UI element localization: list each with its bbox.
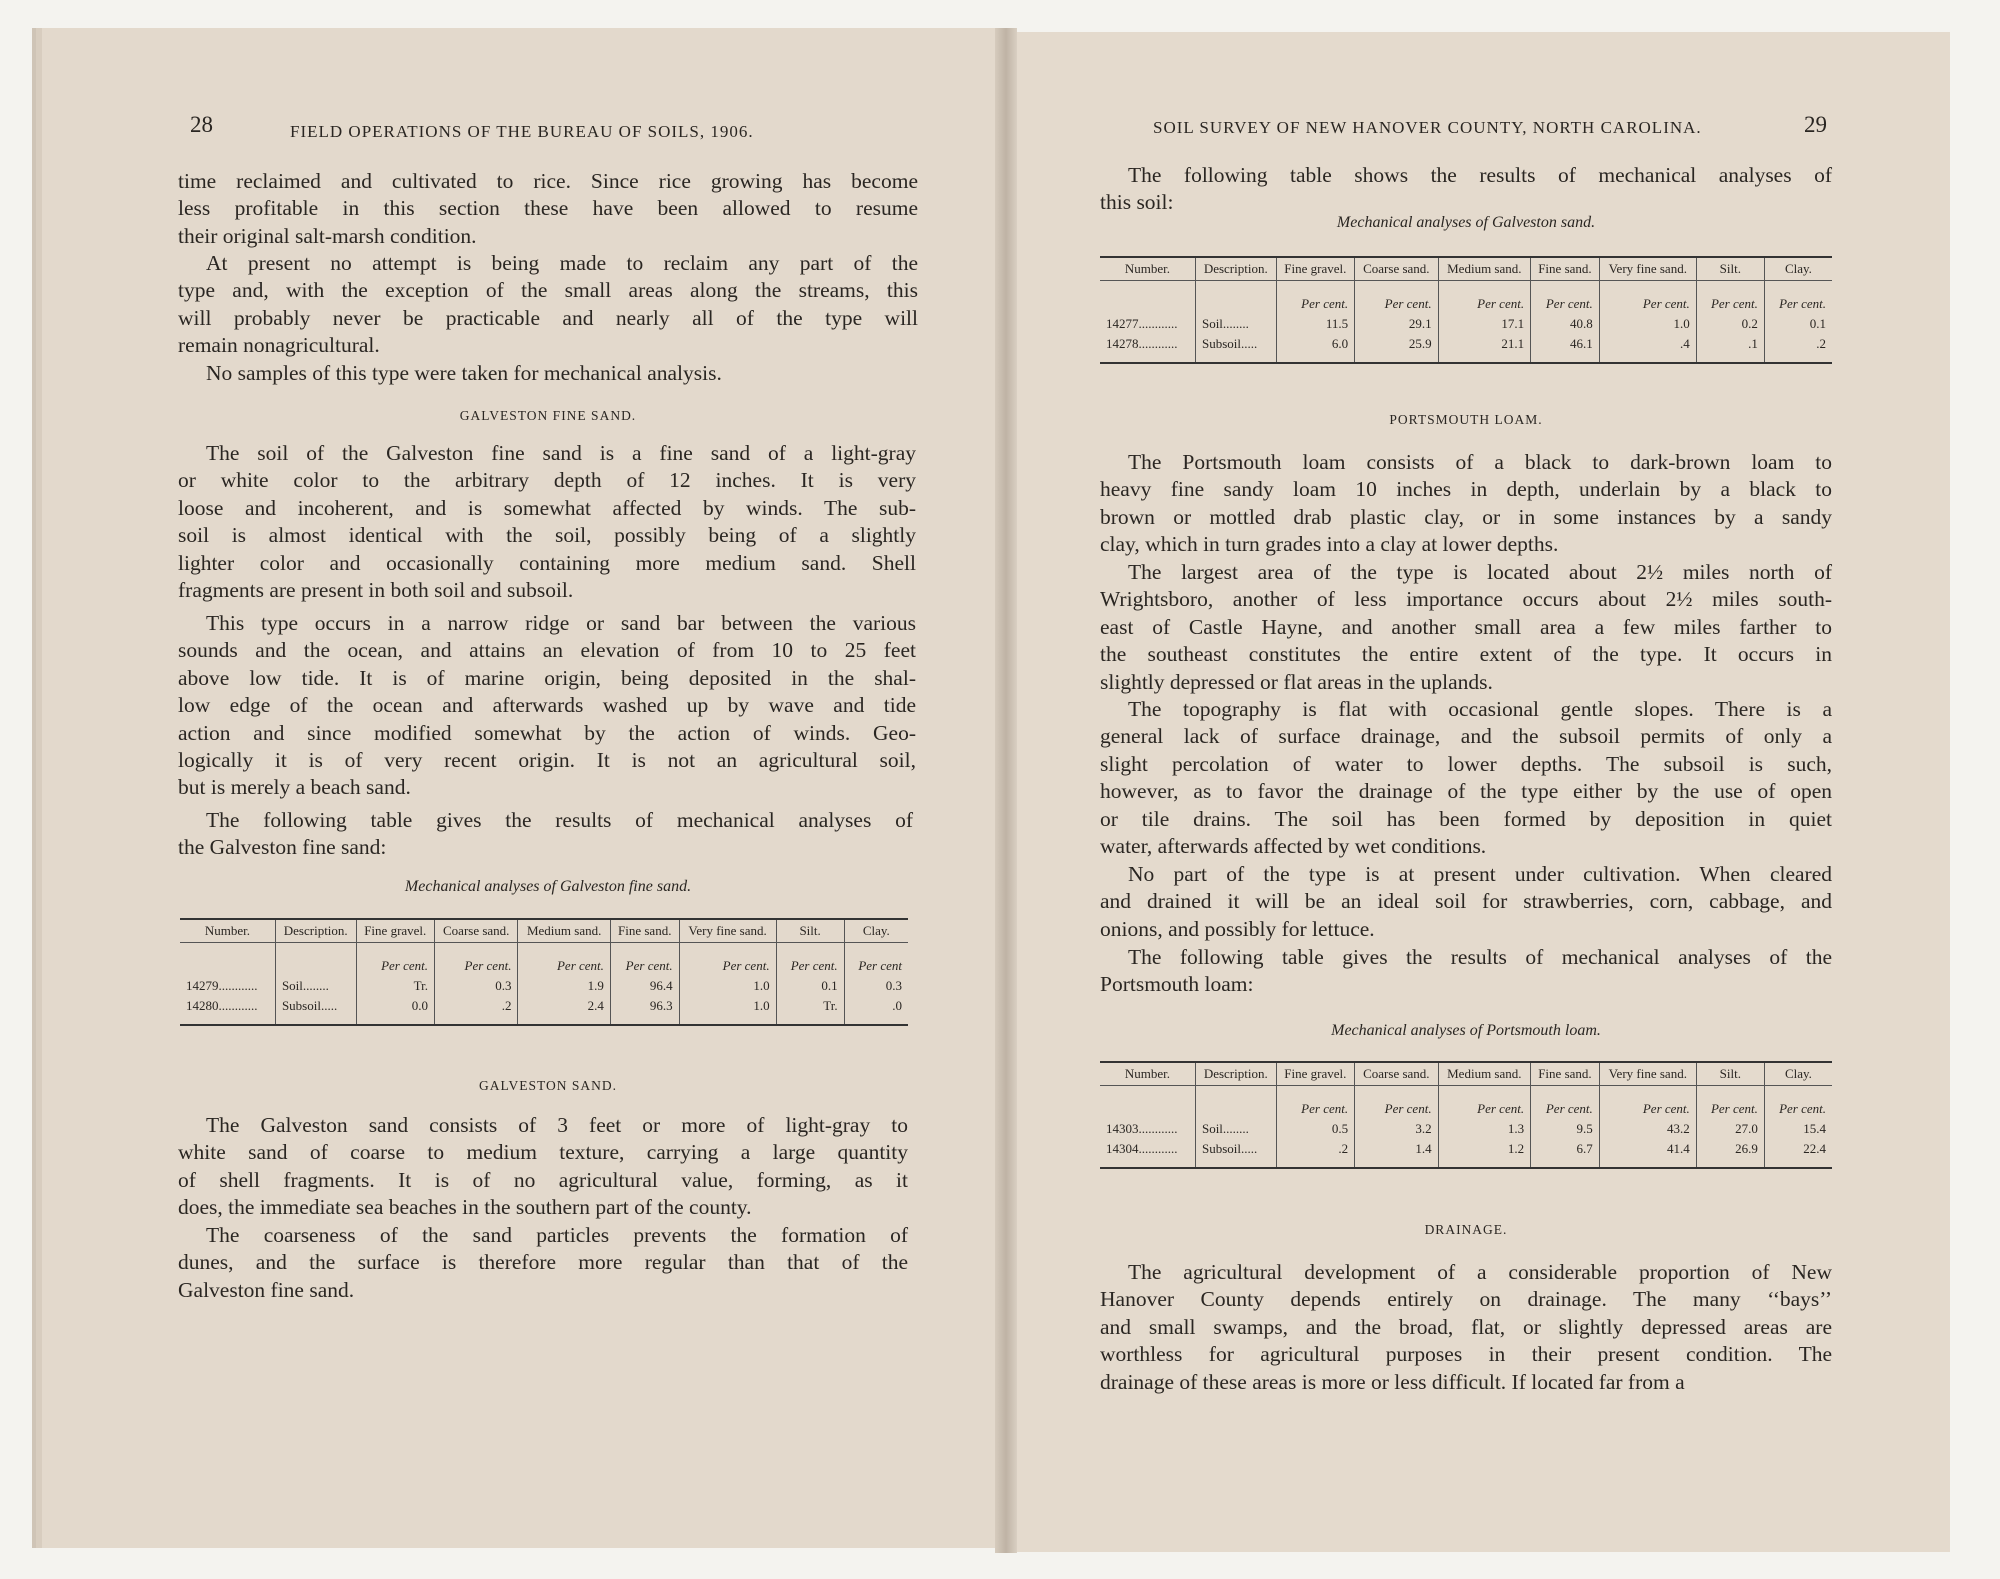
paragraph — [178, 168, 918, 250]
text-line: The coarseness of the sand particles prevents the formation of — [206, 1223, 908, 1247]
table-cell: 2.4 — [518, 996, 610, 1016]
table-row — [180, 976, 908, 996]
text-line: loose and incoherent, and is somewhat affected by winds. The sub- — [178, 495, 916, 520]
table-cell: Soil........ — [1195, 1119, 1276, 1139]
text-line: soil is almost identical with the soil, possibly being of a slightly — [178, 523, 916, 548]
table-cell: 41.4 — [1599, 1139, 1696, 1159]
table-cell: 40.8 — [1531, 314, 1600, 334]
table-cell: 25.9 — [1355, 334, 1438, 354]
table-cell: 0.1 — [1764, 314, 1832, 334]
table-cell — [275, 943, 356, 977]
text-line: No samples of this type were taken for mechanical analysis. — [206, 361, 722, 385]
table-cell: 46.1 — [1531, 334, 1600, 354]
table-cell — [1195, 1086, 1276, 1120]
text-line: action and since modified somewhat by the action of winds. Geo- — [178, 720, 916, 745]
table-cell: .1 — [1696, 334, 1764, 354]
text-line: The following table gives the results of mechanical analyses of — [206, 808, 913, 832]
table-cell: .2 — [1764, 334, 1832, 354]
text-line: general lack of surface drainage, and the subsoil permits of only a — [1100, 724, 1832, 749]
column-header: Clay. — [844, 919, 908, 943]
table-caption: Mechanical analyses of Galveston sand. — [1336, 214, 1596, 231]
column-header: Coarse sand. — [1355, 1062, 1438, 1086]
header-row — [1100, 257, 1832, 281]
section-heading: GALVESTON FINE SAND. — [459, 408, 637, 423]
paragraph — [178, 807, 913, 862]
table-cell: Per cent. — [1764, 281, 1832, 315]
text-line: drainage of these areas is more or less difficult. If located far from a — [1100, 1369, 1685, 1394]
table-cell: Subsoil..... — [1195, 1139, 1276, 1159]
text-line: remain nonagricultural. — [178, 333, 380, 358]
text-line: Galveston fine sand. — [178, 1277, 355, 1302]
text-line: time reclaimed and cultivated to rice. Since rice growing has become — [178, 169, 918, 193]
text-line: their original salt-marsh condition. — [178, 223, 477, 248]
table-cell: Per cent. — [1438, 281, 1531, 315]
text-line: white sand of coarse to medium texture, carrying a large quantity — [178, 1140, 908, 1165]
column-header: Coarse sand. — [435, 919, 518, 943]
column-header: Description. — [275, 919, 356, 943]
text-line: dunes, and the surface is therefore more regular than that of the — [178, 1250, 908, 1275]
units-row — [180, 943, 908, 977]
table-cell: Tr. — [776, 996, 844, 1016]
section-heading: PORTSMOUTH LOAM. — [1389, 412, 1543, 427]
table-cell: 9.5 — [1531, 1119, 1600, 1139]
running-header: SOIL SURVEY OF NEW HANOVER COUNTY, NORTH CAROLINA. — [1153, 118, 1702, 137]
table-cell: 1.3 — [1438, 1119, 1531, 1139]
table-cell: 27.0 — [1696, 1119, 1764, 1139]
text-line: this soil: — [1100, 190, 1174, 215]
table-cell: 96.4 — [610, 976, 679, 996]
column-header: Description. — [1195, 1062, 1276, 1086]
paragraph — [1100, 449, 1832, 559]
column-header: Very fine sand. — [679, 919, 776, 943]
text-line: The following table shows the results of mechanical analyses of — [1128, 163, 1832, 187]
text-line: No part of the type is at present under cultivation. When cleared — [1128, 862, 1832, 886]
column-header: Number. — [1100, 257, 1195, 281]
text-line: The agricultural development of a considerable proportion of New — [1128, 1260, 1832, 1284]
paragraph — [1100, 1259, 1832, 1396]
table-caption: Mechanical analyses of Galveston fine sand. — [404, 878, 692, 895]
table-cell: Per cent. — [1599, 1086, 1696, 1120]
section-heading: GALVESTON SAND. — [478, 1078, 618, 1093]
text-line: the Galveston fine sand: — [178, 835, 387, 860]
paragraph — [178, 250, 918, 360]
table-cell: Soil........ — [1195, 314, 1276, 334]
text-line: onions, and possibly for lettuce. — [1100, 916, 1375, 941]
table-cell: 1.0 — [679, 976, 776, 996]
table-cell: Per cent. — [1531, 1086, 1600, 1120]
text-line: does, the immediate sea beaches in the southern part of the county. — [178, 1195, 752, 1220]
column-header: Silt. — [1696, 1062, 1764, 1086]
table-cell: Per cent. — [776, 943, 844, 977]
text-line: or tile drains. The soil has been formed by deposition in quiet — [1100, 806, 1832, 831]
header-row — [1100, 1062, 1832, 1086]
table-cell: 14277............ — [1106, 316, 1178, 331]
table-caption: Mechanical analyses of Portsmouth loam. — [1331, 1022, 1601, 1039]
table-cell: Per cent. — [1696, 1086, 1764, 1120]
table-cell: 0.3 — [844, 976, 908, 996]
text-line: east of Castle Hayne, and another small area a few miles farther to — [1100, 614, 1832, 639]
table-cell: 26.9 — [1696, 1139, 1764, 1159]
text-line: of shell fragments. It is of no agricultural value, forming, as it — [178, 1167, 908, 1192]
table-cell: 17.1 — [1438, 314, 1531, 334]
table-cell — [1100, 281, 1195, 315]
table-cell: 0.3 — [435, 976, 518, 996]
table-cell: 14303............ — [1106, 1121, 1178, 1136]
text-line: heavy fine sandy loam 10 inches in depth, underlain by a black to — [1100, 477, 1832, 502]
table-cell: 1.9 — [518, 976, 610, 996]
text-line: This type occurs in a narrow ridge or sand bar between the various — [206, 611, 916, 635]
text-line: Hanover County depends entirely on drainage. The many ‘‘bays’’ — [1100, 1287, 1832, 1312]
column-header: Fine gravel. — [356, 919, 435, 943]
column-header: Very fine sand. — [1599, 1062, 1696, 1086]
table-cell: 43.2 — [1599, 1119, 1696, 1139]
table-cell: Subsoil..... — [275, 996, 356, 1016]
table-cell: 1.0 — [679, 996, 776, 1016]
running-header: FIELD OPERATIONS OF THE BUREAU OF SOILS, 1906. — [290, 122, 754, 141]
text-line: Portsmouth loam: — [1100, 972, 1254, 997]
column-header: Description. — [1195, 257, 1276, 281]
text-line: The following table gives the results of mechanical analyses of the — [1128, 945, 1832, 969]
table-cell — [180, 943, 275, 977]
table-cell: .0 — [844, 996, 908, 1016]
table-cell: 1.0 — [1599, 314, 1696, 334]
text-line: slight percolation of water to lower depths. The subsoil is such, — [1100, 751, 1832, 776]
text-line: will probably never be practicable and nearly all of the type will — [178, 305, 918, 330]
column-header: Fine sand. — [1531, 1062, 1600, 1086]
column-header: Silt. — [776, 919, 844, 943]
table-row — [180, 996, 908, 1016]
table-cell: 21.1 — [1438, 334, 1531, 354]
text-line: sounds and the ocean, and attains an elevation of from 10 to 25 feet — [178, 638, 916, 663]
table-row — [1100, 314, 1832, 334]
table-cell: 0.5 — [1276, 1119, 1355, 1139]
table-cell: Per cent. — [1599, 281, 1696, 315]
table-cell: 6.7 — [1531, 1139, 1600, 1159]
table-cell: 14278............ — [1106, 336, 1178, 351]
text-line: or white color to the arbitrary depth of 12 inches. It is very — [178, 468, 916, 493]
text-line: brown or mottled drab plastic clay, or in some instances by a sandy — [1100, 504, 1832, 529]
paragraph — [1100, 559, 1832, 696]
units-row — [1100, 281, 1832, 315]
table-cell: .2 — [1276, 1139, 1355, 1159]
table-cell: Per cent. — [1764, 1086, 1832, 1120]
text-line: The soil of the Galveston fine sand is a fine sand of a light-gray — [206, 441, 916, 465]
text-line: logically it is of very recent origin. It is not an agricultural soil, — [178, 747, 916, 772]
table-cell: Per cent. — [435, 943, 518, 977]
analysis-table — [1100, 256, 1832, 364]
table-cell: Per cent. — [356, 943, 435, 977]
column-header: Fine sand. — [1531, 257, 1600, 281]
table-cell: Per cent. — [1276, 281, 1355, 315]
table-cell: Subsoil..... — [1195, 334, 1276, 354]
table-cell: 0.0 — [356, 996, 435, 1016]
text-line: and drained it will be an ideal soil for strawberries, corn, cabbage, and — [1100, 889, 1832, 914]
text-line: lighter color and occasionally containing more medium sand. Shell — [178, 550, 916, 575]
text-line: but is merely a beach sand. — [178, 775, 411, 800]
column-header: Fine gravel. — [1276, 1062, 1355, 1086]
table-cell: 14304............ — [1106, 1141, 1178, 1156]
table-cell: 29.1 — [1355, 314, 1438, 334]
text-line: worthless for agricultural purposes in their present condition. The — [1100, 1342, 1832, 1367]
table-cell: 11.5 — [1276, 314, 1355, 334]
table-cell: Per cent — [844, 943, 908, 977]
table-cell: Per cent. — [1276, 1086, 1355, 1120]
table-cell: Per cent. — [1355, 281, 1438, 315]
page-number: 28 — [190, 112, 213, 137]
table-cell: Per cent. — [1531, 281, 1600, 315]
paragraph — [1100, 696, 1832, 860]
header-row — [180, 919, 908, 943]
column-header: Coarse sand. — [1355, 257, 1438, 281]
paragraph — [1100, 162, 1832, 217]
table-cell: Per cent. — [679, 943, 776, 977]
analysis-table — [180, 918, 908, 1026]
table-cell: Soil........ — [275, 976, 356, 996]
table-cell: 0.1 — [776, 976, 844, 996]
table-cell: 15.4 — [1764, 1119, 1832, 1139]
text-line: clay, which in turn grades into a clay at lower depths. — [1100, 532, 1559, 557]
column-header: Fine gravel. — [1276, 257, 1355, 281]
text-line: The Portsmouth loam consists of a black to dark-brown loam to — [1128, 450, 1832, 474]
column-header: Number. — [1100, 1062, 1195, 1086]
table-cell: Per cent. — [518, 943, 610, 977]
text-line: The largest area of the type is located about 2½ miles north of — [1128, 560, 1832, 584]
table-row — [1100, 1139, 1832, 1159]
text-line: type and, with the exception of the small areas along the streams, this — [178, 278, 918, 303]
paragraph — [178, 360, 918, 387]
table-cell: 96.3 — [610, 996, 679, 1016]
paragraph — [178, 1112, 908, 1222]
table-cell — [1100, 1086, 1195, 1120]
text-line: the southeast constitutes the entire extent of the type. It occurs in — [1100, 642, 1832, 667]
column-header: Clay. — [1764, 257, 1832, 281]
units-row — [1100, 1086, 1832, 1120]
text-line: and small swamps, and the broad, flat, or slightly depressed areas are — [1100, 1314, 1832, 1339]
text-line: slightly depressed or flat areas in the uplands. — [1100, 669, 1493, 694]
table-cell: 22.4 — [1764, 1139, 1832, 1159]
table-cell: 1.4 — [1355, 1139, 1438, 1159]
text-line: low edge of the ocean and afterwards washed up by wave and tide — [178, 693, 916, 718]
column-header: Medium sand. — [1438, 257, 1531, 281]
text-line: above low tide. It is of marine origin, being deposited in the shal- — [178, 665, 916, 690]
column-header: Medium sand. — [1438, 1062, 1531, 1086]
text-line: however, as to favor the drainage of the type either by the use of open — [1100, 779, 1832, 804]
column-header: Clay. — [1764, 1062, 1832, 1086]
table-cell: 3.2 — [1355, 1119, 1438, 1139]
book-gutter — [995, 28, 1017, 1553]
text-line: less profitable in this section these have been allowed to resume — [178, 196, 918, 221]
column-header: Very fine sand. — [1599, 257, 1696, 281]
text-line: fragments are present in both soil and subsoil. — [178, 577, 574, 602]
text-line: Wrightsboro, another of less importance occurs about 2½ miles south- — [1100, 587, 1832, 612]
table-cell: Per cent. — [1355, 1086, 1438, 1120]
text-line: The topography is flat with occasional gentle slopes. There is a — [1128, 697, 1832, 721]
table-row — [1100, 334, 1832, 354]
page-number: 29 — [1804, 112, 1827, 137]
text-line: water, afterwards affected by wet conditions. — [1100, 833, 1487, 858]
text-line: The Galveston sand consists of 3 feet or more of light-gray to — [206, 1113, 908, 1137]
table-cell: 14280............ — [186, 998, 258, 1013]
paragraph — [178, 610, 916, 802]
column-header: Fine sand. — [610, 919, 679, 943]
paragraph — [1100, 944, 1832, 999]
analysis-table — [1100, 1061, 1832, 1169]
text-line: At present no attempt is being made to reclaim any part of the — [206, 251, 918, 275]
table-cell: 0.2 — [1696, 314, 1764, 334]
table-cell: 1.2 — [1438, 1139, 1531, 1159]
table-row — [1100, 1119, 1832, 1139]
table-cell: 14279............ — [186, 978, 258, 993]
column-header: Silt. — [1696, 257, 1764, 281]
table-cell: .4 — [1599, 334, 1696, 354]
column-header: Medium sand. — [518, 919, 610, 943]
paragraph — [1100, 861, 1832, 943]
table-cell — [1195, 281, 1276, 315]
paragraph — [178, 440, 916, 604]
table-cell: Per cent. — [610, 943, 679, 977]
table-cell: Per cent. — [1696, 281, 1764, 315]
table-cell: Tr. — [356, 976, 435, 996]
table-cell: 6.0 — [1276, 334, 1355, 354]
table-cell: .2 — [435, 996, 518, 1016]
section-heading: DRAINAGE. — [1424, 1222, 1508, 1237]
paragraph — [178, 1222, 908, 1304]
table-cell: Per cent. — [1438, 1086, 1531, 1120]
column-header: Number. — [180, 919, 275, 943]
